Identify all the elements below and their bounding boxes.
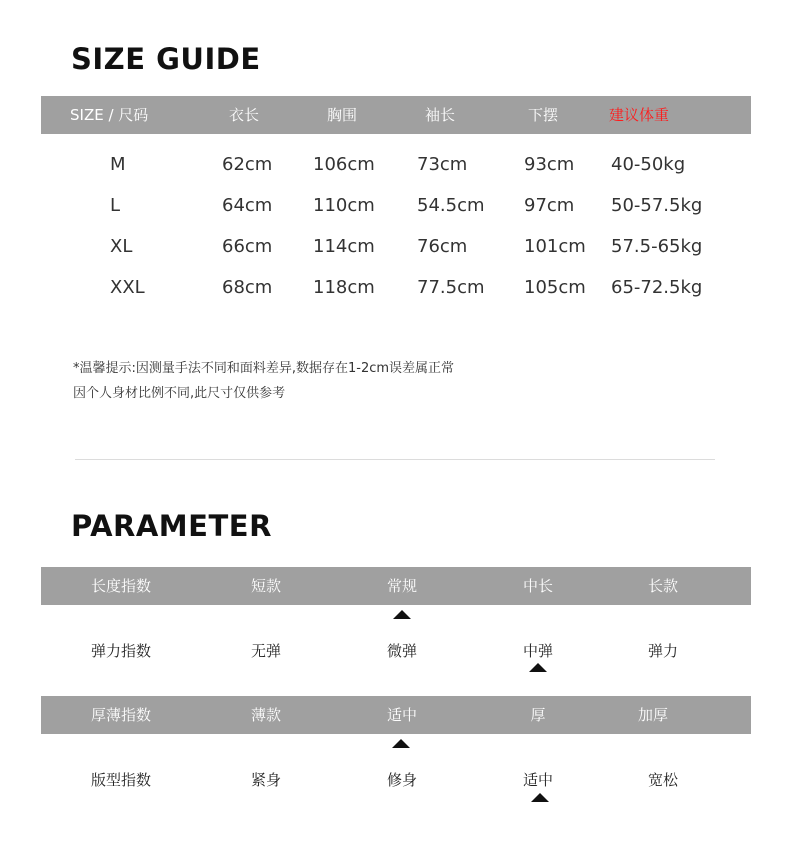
cell-hem: 101cm bbox=[524, 236, 586, 257]
header-chest: 胸围 bbox=[326, 106, 358, 124]
cell-sleeve: 76cm bbox=[417, 236, 468, 257]
thickness-option-thick: 厚 bbox=[530, 706, 546, 724]
thickness-index-label: 厚薄指数 bbox=[90, 706, 152, 724]
elasticity-option-none: 无弹 bbox=[250, 642, 282, 660]
cell-length: 68cm bbox=[222, 277, 273, 298]
length-option-regular: 常规 bbox=[386, 577, 418, 595]
header-weight: 建议体重 bbox=[609, 106, 670, 124]
cell-size: XL bbox=[110, 236, 133, 257]
cell-size: L bbox=[110, 195, 121, 216]
triangle-up-icon bbox=[531, 793, 549, 802]
cell-hem: 93cm bbox=[524, 154, 575, 175]
cell-sleeve: 77.5cm bbox=[417, 277, 485, 298]
cell-chest: 106cm bbox=[313, 154, 375, 175]
cell-hem: 97cm bbox=[524, 195, 575, 216]
header-sleeve: 袖长 bbox=[424, 106, 456, 124]
cell-length: 66cm bbox=[222, 236, 273, 257]
elasticity-option-medium: 中弹 bbox=[522, 642, 554, 660]
thickness-option-thin: 薄款 bbox=[250, 706, 282, 724]
fit-index-label: 版型指数 bbox=[90, 771, 152, 789]
length-option-short: 短款 bbox=[250, 577, 282, 595]
length-option-mid: 中长 bbox=[522, 577, 554, 595]
thickness-index-bar bbox=[41, 696, 751, 734]
cell-sleeve: 73cm bbox=[417, 154, 468, 175]
cell-weight: 57.5-65kg bbox=[611, 236, 703, 257]
thickness-option-extra-thick: 加厚 bbox=[637, 706, 669, 724]
thickness-option-moderate: 适中 bbox=[386, 706, 418, 724]
header-hem: 下摆 bbox=[527, 106, 559, 124]
cell-hem: 105cm bbox=[524, 277, 586, 298]
cell-chest: 118cm bbox=[313, 277, 375, 298]
note-line-1: *温馨提示:因测量手法不同和面料差异,数据存在1-2cm误差属正常 bbox=[73, 361, 455, 376]
elasticity-option-slight: 微弹 bbox=[386, 642, 418, 660]
cell-weight: 40-50kg bbox=[611, 154, 686, 175]
elasticity-option-stretch: 弹力 bbox=[647, 642, 679, 660]
fit-option-tight: 紧身 bbox=[250, 771, 282, 789]
triangle-up-icon bbox=[392, 739, 410, 748]
parameter-title: PARAMETER bbox=[71, 509, 272, 543]
fit-option-regular: 适中 bbox=[522, 771, 554, 789]
section-divider bbox=[75, 459, 715, 460]
cell-chest: 114cm bbox=[313, 236, 375, 257]
cell-weight: 50-57.5kg bbox=[611, 195, 703, 216]
triangle-up-icon bbox=[393, 610, 411, 619]
cell-size: XXL bbox=[110, 277, 145, 298]
length-index-label: 长度指数 bbox=[90, 577, 152, 595]
fit-option-loose: 宽松 bbox=[647, 771, 679, 789]
cell-length: 62cm bbox=[222, 154, 273, 175]
header-length: 衣长 bbox=[228, 106, 260, 124]
cell-weight: 65-72.5kg bbox=[611, 277, 703, 298]
cell-size: M bbox=[110, 154, 126, 175]
size-table-header bbox=[41, 96, 751, 134]
triangle-up-icon bbox=[529, 663, 547, 672]
cell-length: 64cm bbox=[222, 195, 273, 216]
cell-chest: 110cm bbox=[313, 195, 375, 216]
cell-sleeve: 54.5cm bbox=[417, 195, 485, 216]
length-option-long: 长款 bbox=[647, 577, 679, 595]
note-line-2: 因个人身材比例不同,此尺寸仅供参考 bbox=[73, 386, 286, 401]
length-index-bar bbox=[41, 567, 751, 605]
elasticity-index-label: 弹力指数 bbox=[90, 642, 152, 660]
header-size: SIZE / 尺码 bbox=[70, 106, 149, 124]
size-guide-title: SIZE GUIDE bbox=[71, 42, 261, 76]
fit-option-slim: 修身 bbox=[386, 771, 418, 789]
